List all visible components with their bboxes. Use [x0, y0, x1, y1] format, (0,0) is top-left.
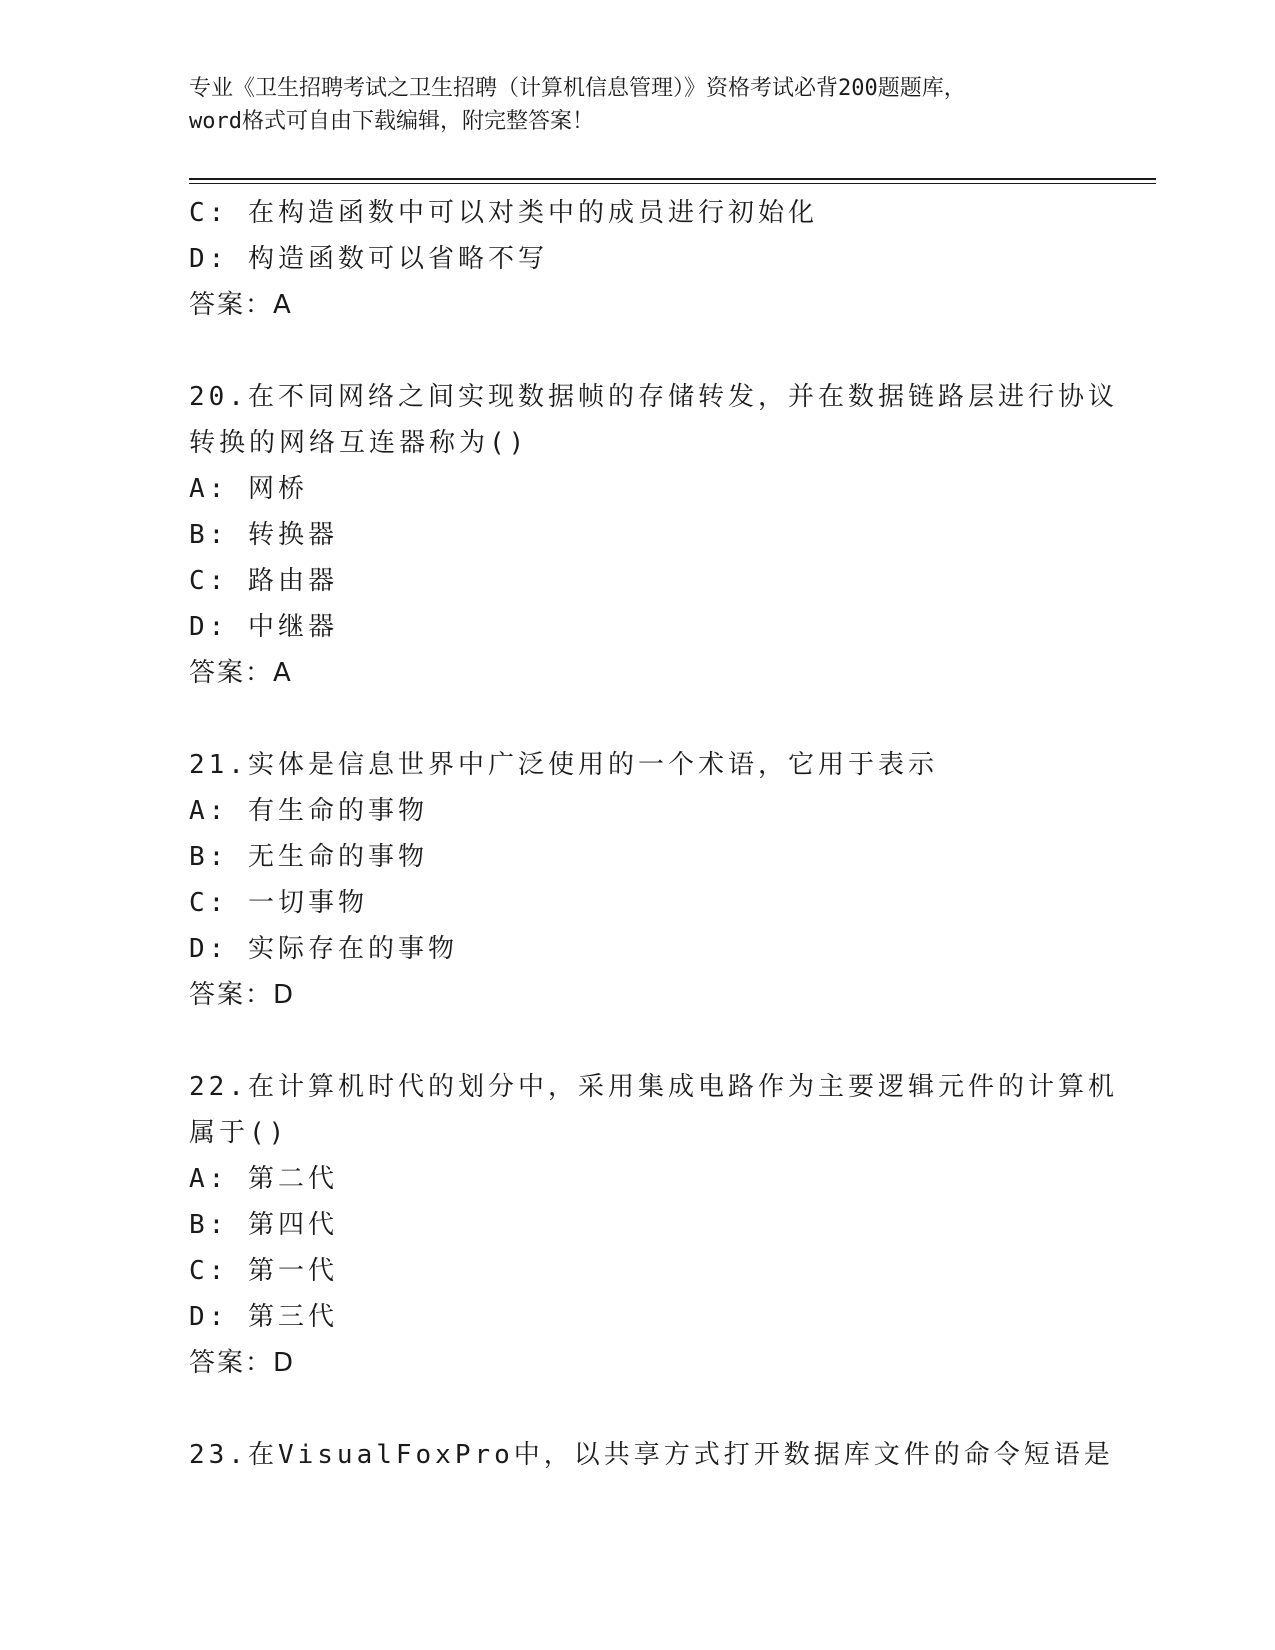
question-list [189, 190, 1149, 1478]
question-stem-line-1: 21.实体是信息世界中广泛使用的一个术语，它用于表示 [189, 750, 938, 780]
header-title-line-1: 专业《卫生招聘考试之卫生招聘（计算机信息管理）》资格考试必背200题题库， [189, 76, 966, 101]
answer: 答案：A [189, 658, 293, 688]
option-d: D: 第三代 [189, 1302, 338, 1332]
spacer [189, 1018, 1149, 1064]
answer: 答案：A [189, 290, 293, 320]
question-22 [189, 1064, 1149, 1386]
header-divider-thick [189, 178, 1156, 180]
question-21 [189, 742, 1149, 1018]
option-a: A: 网桥 [189, 474, 308, 504]
option-b: B: 无生命的事物 [189, 842, 428, 872]
option-a: A: 有生命的事物 [189, 796, 428, 826]
question-stem-line-2: 属于() [189, 1118, 289, 1148]
answer: 答案：D [189, 1348, 296, 1378]
header-title-line-2: word格式可自由下载编辑，附完整答案！ [189, 109, 594, 134]
option-d: D: 中继器 [189, 612, 338, 642]
question-20 [189, 374, 1149, 696]
question-19-tail [189, 190, 1149, 328]
answer: 答案：D [189, 980, 296, 1010]
option-c: C: 在构造函数中可以对类中的成员进行初始化 [189, 198, 818, 228]
option-c: C: 路由器 [189, 566, 338, 596]
document-header [189, 72, 1089, 138]
option-d: D: 实际存在的事物 [189, 934, 458, 964]
option-b: B: 转换器 [189, 520, 338, 550]
spacer [189, 328, 1149, 374]
option-d: D: 构造函数可以省略不写 [189, 244, 548, 274]
spacer [189, 1386, 1149, 1432]
option-c: C: 第一代 [189, 1256, 338, 1286]
question-stem-line-1: 20.在不同网络之间实现数据帧的存储转发，并在数据链路层进行协议 [189, 382, 1118, 412]
option-a: A: 第二代 [189, 1164, 338, 1194]
question-stem-line-1: 22.在计算机时代的划分中，采用集成电路作为主要逻辑元件的计算机 [189, 1072, 1118, 1102]
question-stem-line-1: 23.在VisualFoxPro中，以共享方式打开数据库文件的命令短语是 [189, 1440, 1114, 1470]
question-23 [189, 1432, 1149, 1478]
spacer [189, 696, 1149, 742]
question-stem-line-2: 转换的网络互连器称为() [189, 428, 529, 458]
header-divider-thin [189, 183, 1156, 184]
option-b: B: 第四代 [189, 1210, 338, 1240]
option-c: C: 一切事物 [189, 888, 368, 918]
